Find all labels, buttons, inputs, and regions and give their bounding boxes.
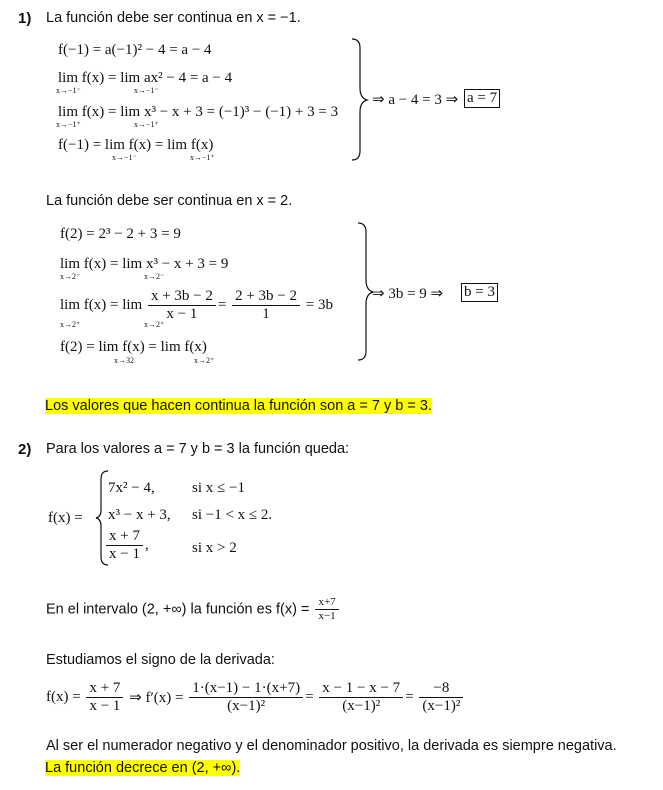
result-box-b: b = 3 xyxy=(461,283,498,302)
result-step-a: ⇒ a − 4 = 3 ⇒ xyxy=(372,92,459,108)
case-3-expr: $\frac{x + 7}{x - 1}$ , xyxy=(104,528,149,563)
limit-subscript: x→−1⁻ xyxy=(112,153,137,162)
equation-lead: lim f(x) = lim xyxy=(60,297,143,313)
conclusion-highlight-1: Los valores que hacen continua la función son a = 7 y b = 3. xyxy=(45,398,432,414)
equation-right-limit-2: lim f(x) = lim $\frac{x + 3b - 2}{x - 1}$ = $\frac{2 + 3b - 2}{1}$ = 3b xyxy=(60,288,333,322)
equation-continuity-condition-2: f(2) = lim f(x) = lim f(x) xyxy=(60,339,207,355)
equation-continuity-condition: f(−1) = lim f(x) = lim f(x) xyxy=(58,137,214,153)
fraction xyxy=(232,288,300,323)
section-1b-intro: La función debe ser continua en x = 2. xyxy=(46,193,293,209)
denominator: 1 xyxy=(262,306,270,322)
numerator: x+7 xyxy=(315,596,338,610)
piecewise-label: f(x) = xyxy=(48,510,83,526)
denominator: x − 1 xyxy=(109,546,140,562)
numerator: x + 7 xyxy=(106,528,143,546)
fraction: $\frac{-8}{\text{(x−1)²}}$ xyxy=(419,680,463,715)
limit-subscript: x→−1⁺ xyxy=(134,120,159,129)
limit-subscript: x→2⁻ xyxy=(60,272,81,281)
equation-left-limit-2: lim f(x) = lim x³ − x + 3 = 9 xyxy=(60,256,229,272)
numerator: 2 + 3b − 2 xyxy=(232,288,300,306)
fraction: $\frac{1\cdot(x-1) - 1\cdot(x+7)}{\text{(x−1)²}}$ xyxy=(189,680,303,715)
section-number-2: 2) xyxy=(18,441,32,458)
equation-f-2: f(2) = 2³ − 2 + 3 = 9 xyxy=(60,226,181,242)
final-statement: Al ser el numerador negativo y el denominador positivo, la derivada es siempre negativa. xyxy=(46,738,617,754)
limit-subscript: x→−1⁺ xyxy=(190,153,215,162)
case-3-condition: si x > 2 xyxy=(192,540,237,556)
result-step-b: ⇒ 3b = 9 ⇒ xyxy=(372,286,444,302)
case-2-condition: si −1 < x ≤ 2. xyxy=(192,507,273,523)
denominator: x−1 xyxy=(318,610,336,622)
denominator: x − 1 xyxy=(166,306,198,322)
interval-statement: En el intervalo (2, +∞) la función es f(x) = $\frac{x+7}{x-1}$ xyxy=(46,596,341,623)
fraction: $\frac{x - 1 - x - 7}{\text{(x−1)²}}$ xyxy=(319,680,403,715)
fraction xyxy=(315,596,338,623)
equation-right-limit: lim f(x) = lim x³ − x + 3 = (−1)³ − (−1) + 3 = 3 xyxy=(58,104,339,120)
case-2-expr: x³ − x + 3, xyxy=(108,507,171,523)
limit-subscript: x→2⁺ xyxy=(194,356,215,365)
limit-subscript: x→−1⁻ xyxy=(56,86,81,95)
limit-subscript: x→32 xyxy=(114,356,134,365)
case-1-condition: si x ≤ −1 xyxy=(192,480,245,496)
equation-tail: = 3b xyxy=(305,297,333,313)
equation-left-limit: lim f(x) = lim ax² − 4 = a − 4 xyxy=(58,70,233,86)
case-1-expr: 7x² − 4, xyxy=(108,480,155,496)
study-derivative-text: Estudiamos el signo de la derivada: xyxy=(46,652,275,668)
right-brace xyxy=(350,38,370,162)
derivative-computation: f(x) = $\frac{x + 7}{x - 1}$ ⇒ f′(x) = $\frac{1\cdot(x-1) - 1\cdot(x+7)}{\text{(x−1)²}}$ = $\frac{x - 1 - x - 7}{\text{(x−1)²}}$ = $\frac{-8}{\text{(x−1)²}}$ xyxy=(46,680,465,715)
conclusion-highlight-2: La función decrece en (2, +∞). xyxy=(45,760,241,776)
section-number-1: 1) xyxy=(18,10,32,27)
fraction: $\frac{x + 7}{x - 1}$ xyxy=(86,680,123,715)
limit-subscript: x→2⁻ xyxy=(144,272,165,281)
limit-subscript: x→2⁺ xyxy=(144,320,165,329)
fraction xyxy=(148,288,216,323)
limit-subscript: x→2⁺ xyxy=(60,320,81,329)
equation-f-minus1: f(−1) = a(−1)² − 4 = a − 4 xyxy=(58,42,212,58)
numerator: x + 3b − 2 xyxy=(148,288,216,306)
limit-subscript: x→−1⁻ xyxy=(134,86,159,95)
section-1-intro: La función debe ser continua en x = −1. xyxy=(46,10,301,26)
limit-subscript: x→−1⁺ xyxy=(56,120,81,129)
fraction xyxy=(106,528,143,563)
result-box-a: a = 7 xyxy=(464,89,500,108)
section-2-intro: Para los valores a = 7 y b = 3 la función queda: xyxy=(46,441,350,457)
